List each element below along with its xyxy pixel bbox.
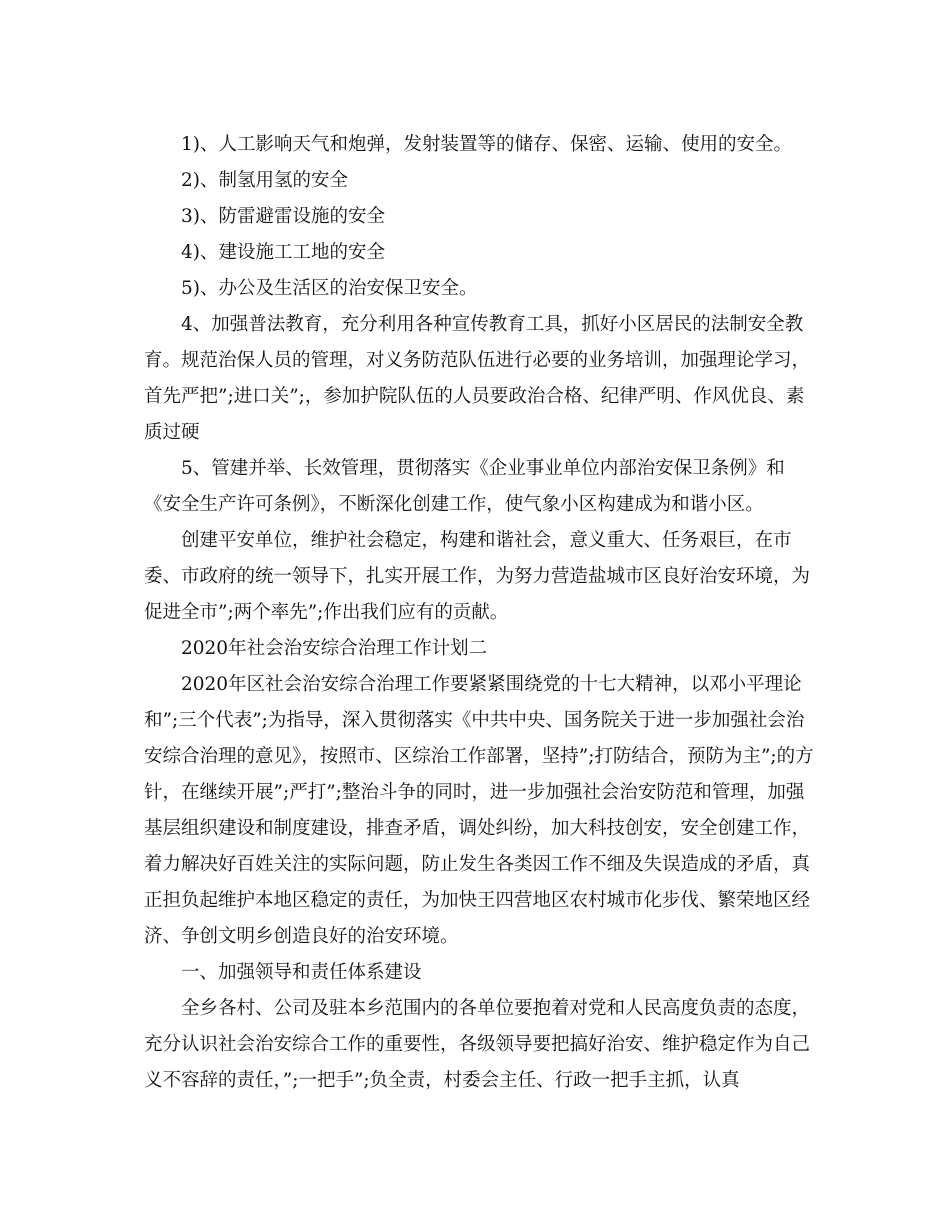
list-item-1: 1)、人工影响天气和炮弹，发射装置等的储存、保密、运输、使用的安全。 <box>181 134 792 155</box>
paragraph-plan-overview: 2020年区社会治安综合治理工作要紧紧围绕党的十七大精神，以邓小平理论和”;三个代表”;为指导，深入贯彻落实《中共中央、国务院关于进一步加强社会治安综合治理的意见》，按照市、区综治工作部署，坚持”;打防结合，预防为主”;的方针，在继续开展”;严打”;整治斗争的同时，进一步加强社会治安防范和管理，加强基层组织建设和制度建设，排查矛盾，调处纠纷，加大科技创安，安全创建工作，着力解决好百姓关注的实际问题，防止发生各类因工作不细及失误造成的矛盾，真正担负起维护本地区稳定的责任，为加快王四营地区农村城市化步伐、繁荣地区经济、争创文明乡创造良好的治安环境。 <box>144 674 814 947</box>
section-title-plan-two: 2020年社会治安综合治理工作计划二 <box>181 638 488 659</box>
list-item-3: 3)、防雷避雷设施的安全 <box>181 206 385 227</box>
document-page <box>144 127 814 1099</box>
section-heading-leadership: 一、加强领导和责任体系建设 <box>181 962 422 983</box>
paragraph-leadership-responsibility: 全乡各村、公司及驻本乡范围内的各单位要抱着对党和人民高度负责的态度，充分认识社会治安综合工作的重要性，各级领导要把搞好治安、维护稳定作为自己义不容辞的责任，”;一把手”;负全责，村委会主任、行政一把手主抓，认真 <box>144 998 811 1091</box>
paragraph-long-term-management: 5、管建并举、长效管理，贯彻落实《企业事业单位内部治安保卫条例》和《安全生产许可条例》，不断深化创建工作，使气象小区构建成为和谐小区。 <box>144 458 785 515</box>
paragraph-legal-education: 4、加强普法教育，充分利用各种宣传教育工具，抓好小区居民的法制安全教育。规范治保人员的管理，对义务防范队伍进行必要的业务培训，加强理论学习，首先严把”;进口关”;，参加护院队伍的人员要政治合格、纪律严明、作风优良、素质过硬 <box>144 314 811 443</box>
paragraph-safe-unit: 创建平安单位，维护社会稳定，构建和谐社会，意义重大、任务艰巨，在市委、市政府的统一领导下，扎实开展工作，为努力营造盐城市区良好治安环境，为促进全市”;两个率先”;作出我们应有的贡献。 <box>144 530 811 623</box>
list-item-2: 2)、制氢用氢的安全 <box>181 170 348 191</box>
list-item-4: 4)、建设施工工地的安全 <box>181 242 385 263</box>
list-item-5: 5)、办公及生活区的治安保卫安全。 <box>181 278 478 299</box>
